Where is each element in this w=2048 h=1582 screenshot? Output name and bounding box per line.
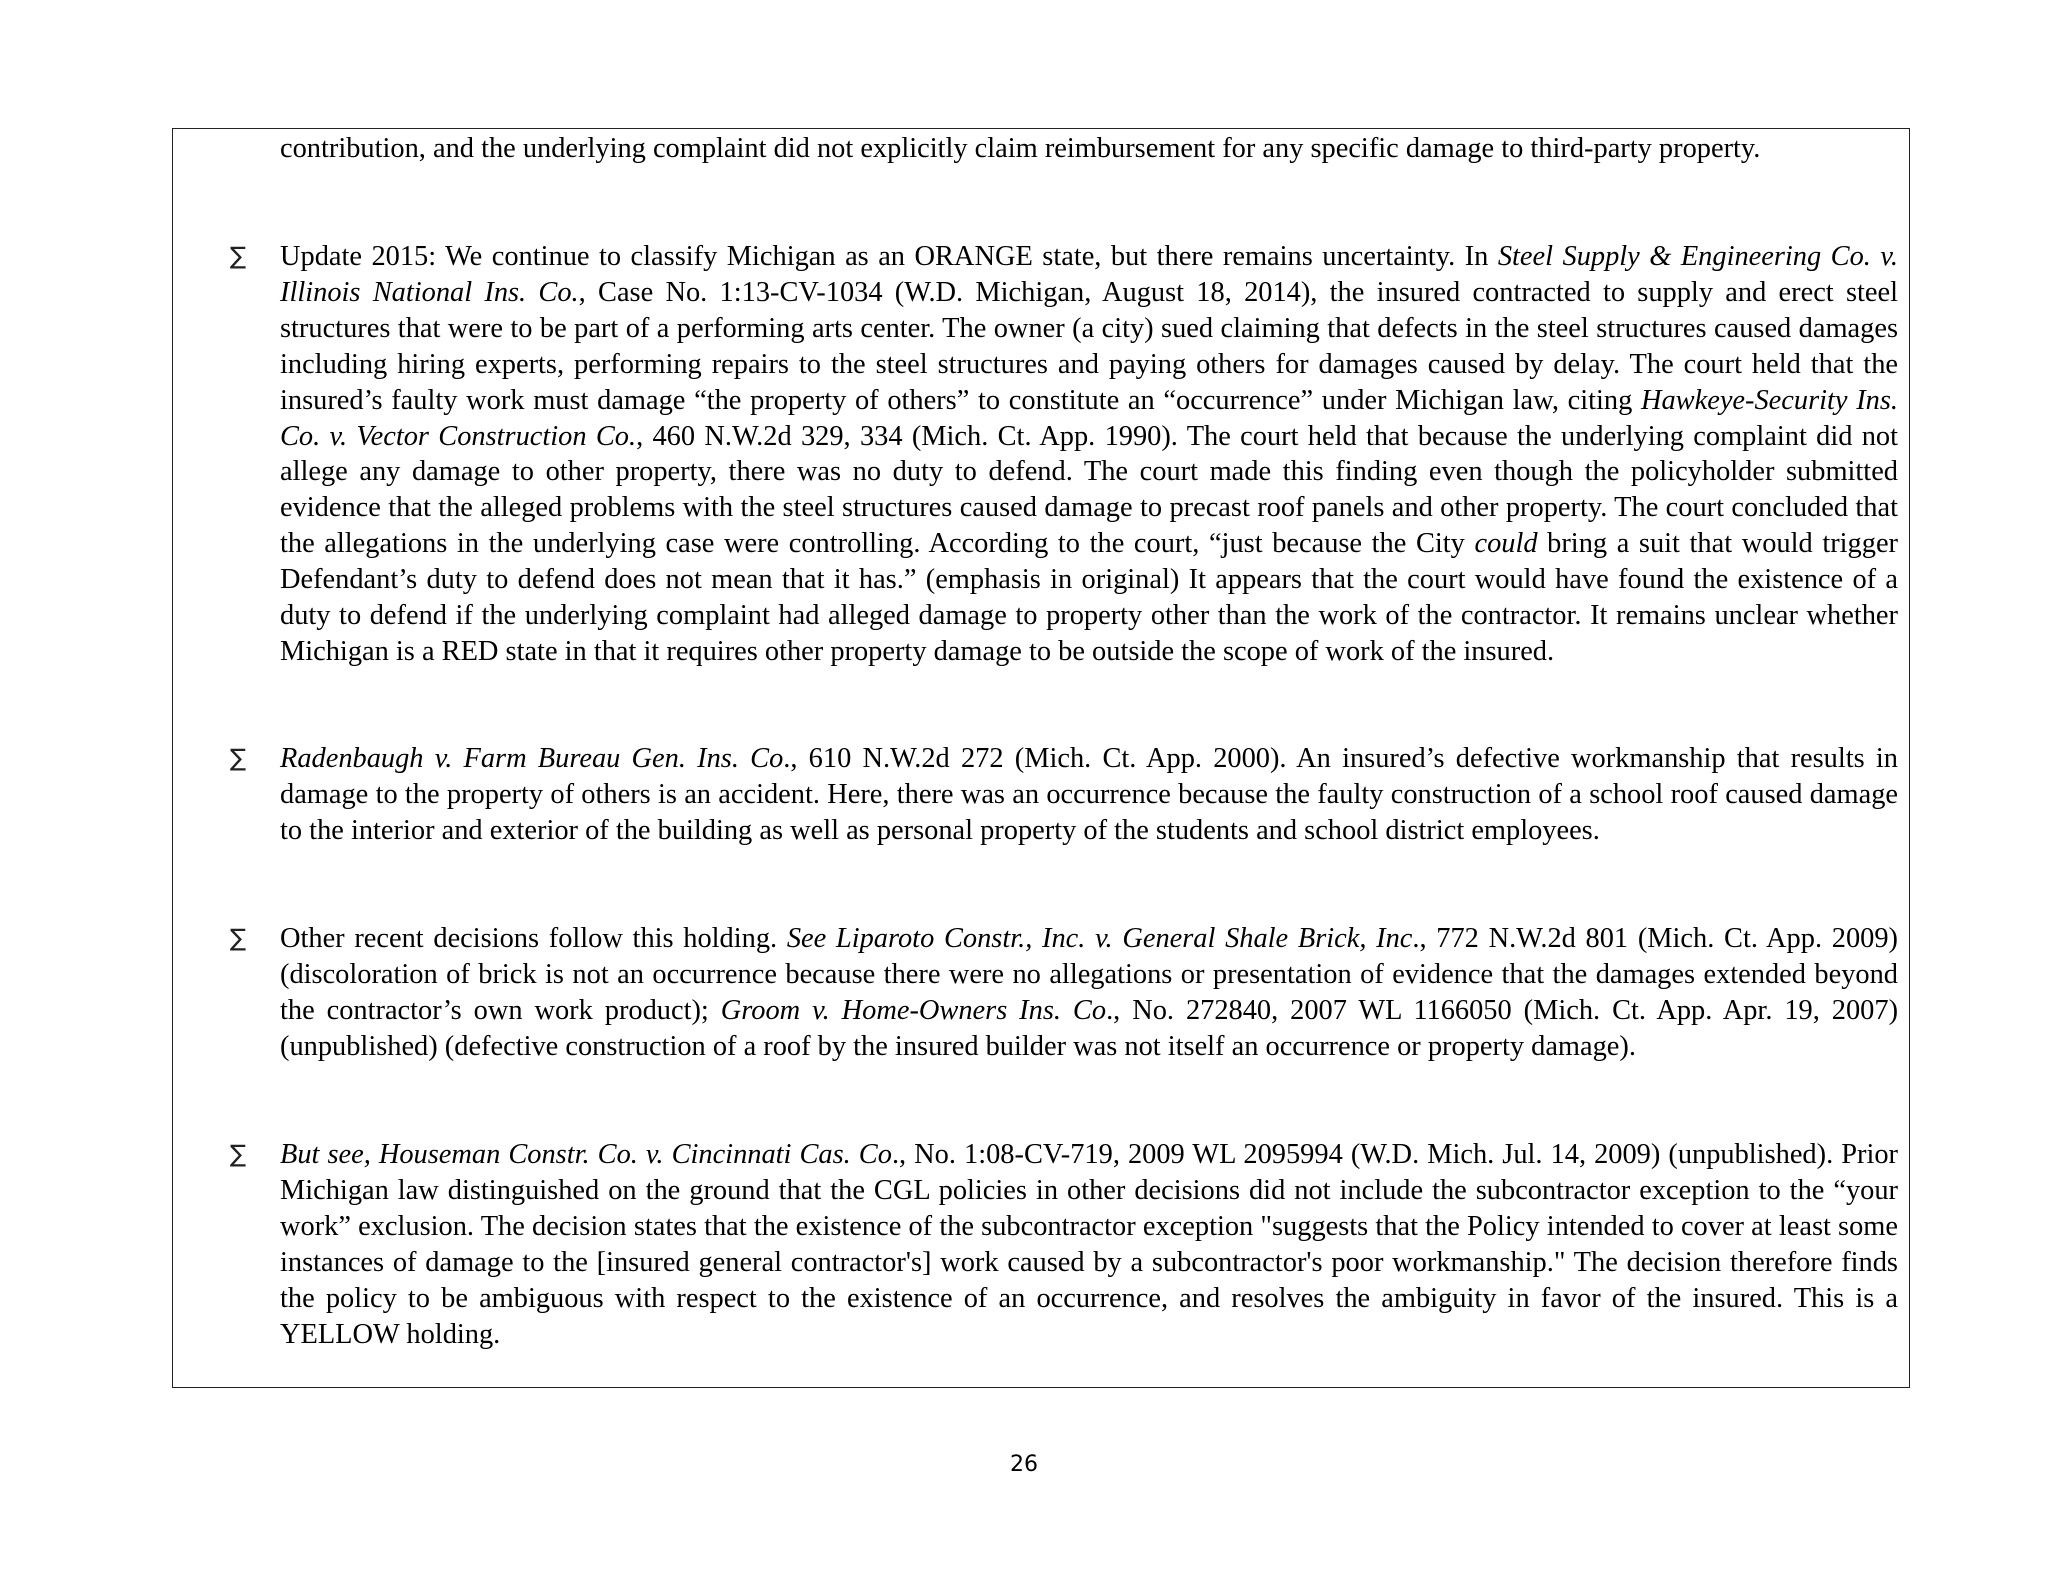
text-run: Update 2015: We continue to classify Michigan as an ORANGE state, but there remains uncertainty. In <box>280 241 1498 272</box>
bullet-icon: ∑ <box>230 924 247 952</box>
bullet-icon: ∑ <box>230 744 247 772</box>
emphasis-text: could <box>1474 528 1538 560</box>
bullet-icon: ∑ <box>230 1140 247 1168</box>
text-run: ., 772 N.W.2d 801 (Mich. Ct. App. 2009) (discoloration of brick is not an occurrence because there were no allegations or presentation of evidence that the damages extended beyond the contractor’s own work product); <box>280 923 1898 1026</box>
case-citation: See Liparoto Constr., Inc. v. General Shale Brick, Inc <box>786 923 1413 954</box>
text-run: ., No. 1:08-CV-719, 2009 WL 2095994 (W.D. Mich. Jul. 14, 2009) (unpublished). Prior Michigan law distinguished on the ground that the CGL policies in other decisions did not include the subcontractor exception to the “your work” exclusion. The decision states that the existence of the subcontractor exception "suggests that the Policy intended to cover at least some instances of damage to the [insured general contractor's] work caused by a subcontractor's poor workmanship." The decision therefore finds the policy to be ambiguous with respect to the existence of an occurrence, and resolves the ambiguity in favor of the insured. This is a YELLOW holding. <box>280 1139 1898 1350</box>
bullet-paragraph-2 <box>280 741 1898 849</box>
text-run: , Case No. 1:13-CV-1034 (W.D. Michigan, August 18, 2014), the insured contracted to supply and erect steel structures that were to be part of a performing arts center. The owner (a city) sued claiming that defects in the steel structures caused damages including hiring experts, performing repairs to the steel structures and paying others for damages caused by delay. The court held that the insured’s faulty work must damage “the property of others” to constitute an “occurrence” under Michigan law, citing <box>280 276 1898 416</box>
bullet-icon: ∑ <box>230 242 247 270</box>
case-citation: Steel Supply & Engineering Co. v. Illinois National Ins. Co. <box>280 241 1898 308</box>
case-citation: Radenbaugh v. Farm Bureau Gen. Ins. Co <box>280 743 784 774</box>
text-run: , 460 N.W.2d 329, 334 (Mich. Ct. App. 1990). The court held that because the underlying complaint did not allege any damage to other property, there was no duty to defend. The court made this finding even though the policyholder submitted evidence that the alleged problems with the steel structures caused damage to precast roof panels and other property. The court concluded that the allegations in the underlying case were controlling. According to the court, “just because the City <box>280 420 1898 560</box>
text-run: ., 610 N.W.2d 272 (Mich. Ct. App. 2000). An insured’s defective workmanship that results in damage to the property of others is an accident. Here, there was an occurrence because the faulty construction of a school roof caused damage to the interior and exterior of the building as well as personal property of the students and school district employees. <box>280 743 1898 846</box>
text-run: Other recent decisions follow this holding. <box>280 923 787 954</box>
case-citation: Hawkeye-Security Ins. Co. v. Vector Construction Co. <box>280 384 1898 452</box>
content-box <box>172 128 1910 1388</box>
bullet-paragraph-4 <box>280 1137 1898 1352</box>
case-citation: But see, Houseman Constr. Co. v. Cincinnati Cas. Co <box>280 1139 892 1170</box>
bullet-paragraph-1 <box>280 239 1898 670</box>
bullet-paragraph-3 <box>280 921 1898 1065</box>
case-citation: Groom v. Home-Owners Ins. Co <box>720 994 1107 1026</box>
page-number: 26 <box>1010 1452 1038 1477</box>
text-run: ., No. 272840, 2007 WL 1166050 (Mich. Ct. App. Apr. 19, 2007) (unpublished) (defective construction of a roof by the insured builder was not itself an occurrence or property damage). <box>280 994 1899 1062</box>
continuation-text: contribution, and the underlying complaint did not explicitly claim reimbursement for any specific damage to third-party property. <box>280 133 1761 164</box>
text-run: bring a suit that would trigger Defendant’s duty to defend does not mean that it has.” (emphasis in original) It appears that the court would have found the existence of a duty to defend if the underlying complaint had alleged damage to property other than the work of the contractor. It remains unclear whether Michigan is a RED state in that it requires other property damage to be outside the scope of work of the insured. <box>280 528 1898 667</box>
continuation-paragraph <box>280 131 1898 167</box>
